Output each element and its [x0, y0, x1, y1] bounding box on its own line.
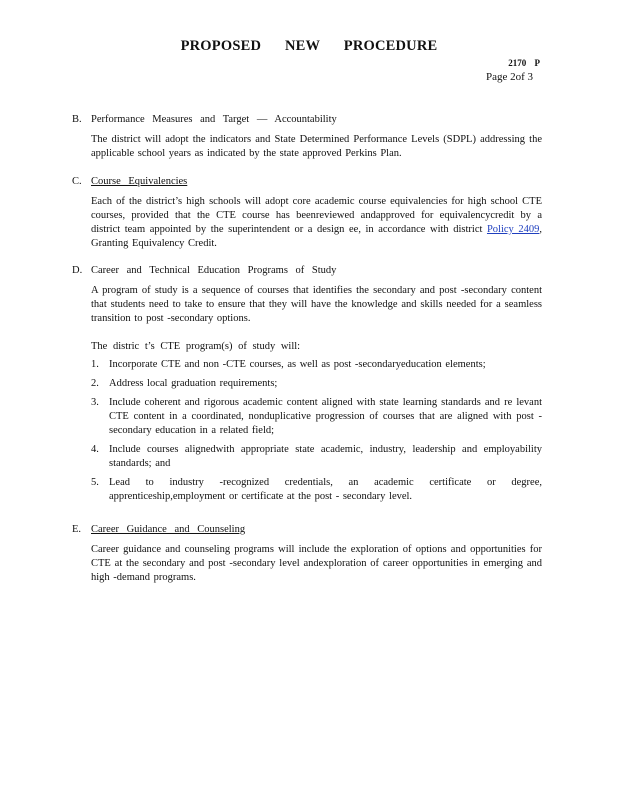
paragraph-text: , Granting Equivalency Credit. — [91, 224, 542, 249]
item-text: Address local graduation requirements; — [109, 378, 278, 389]
list-item — [91, 443, 542, 471]
section-heading: Career and Technical Education Programs of Study — [91, 265, 337, 276]
section-e — [72, 523, 542, 585]
item-number: 4. — [91, 444, 99, 455]
page-number: Page 2of 3 — [485, 71, 533, 83]
item-number: 3. — [91, 397, 99, 408]
item-text: Incorporate CTE and non -CTE courses, as well as post -secondaryeducation elements; — [109, 359, 486, 370]
list-intro: The distric t’s CTE program(s) of study will: — [91, 341, 301, 352]
section-paragraph: Career guidance and counseling programs will include the exploration of options and opportunities for CTE at the secondary and post -secondary level andexploration of career opportunities in emerging and high -demand programs. — [91, 544, 542, 583]
policy-reference: 2170 P — [508, 58, 540, 68]
item-number: 1. — [91, 359, 99, 370]
paragraph-text: Each of the district’s high schools will adopt core academic course equivalencies for high school CTE courses, provided that the CTE course has beenreviewed andapproved for equivalencycredit by a district team appointed by the superintendent or a design ee, in accordance with district — [91, 196, 542, 235]
item-number: 5. — [91, 477, 99, 488]
item-number: 2. — [91, 378, 99, 389]
section-b — [72, 113, 542, 161]
section-paragraph — [91, 195, 542, 251]
section-letter: E. — [72, 524, 82, 535]
policy-2409-link[interactable]: Policy 2409 — [486, 224, 540, 235]
section-paragraph: The district will adopt the indicators and State Determined Performance Levels (SDPL) addressing the applicable school years as indicated by the state approved Perkins Plan. — [91, 134, 542, 159]
section-letter: C. — [72, 176, 82, 187]
list-item — [91, 358, 542, 372]
section-letter: B. — [72, 114, 82, 125]
section-heading: Course Equivalencies — [91, 176, 188, 187]
section-paragraph: A program of study is a sequence of courses that identifies the secondary and post -secondary content that students need to take to ensure that they will have the knowledge and skills needed for a seamless transition to post -secondary options. — [91, 285, 542, 324]
section-heading: Career Guidance and Counseling — [91, 524, 246, 535]
list-item — [91, 396, 542, 438]
item-text: Include courses alignedwith appropriate state academic, industry, leadership and employability standards; and — [109, 444, 542, 469]
page-title: PROPOSED NEW PROCEDURE — [180, 38, 438, 54]
section-d — [72, 264, 542, 509]
section-c — [72, 175, 542, 251]
item-text: Lead to industry -recognized credentials, an academic certificate or degree, apprenticeship,employment or certificate at the post - secondary level. — [109, 477, 542, 502]
list-item — [91, 476, 542, 504]
section-letter: D. — [72, 265, 83, 276]
program-requirements-list — [91, 358, 542, 504]
section-heading: Performance Measures and Target — Accountability — [91, 114, 337, 125]
list-item — [91, 377, 542, 391]
item-text: Include coherent and rigorous academic content aligned with state learning standards and re levant CTE content in a coordinated, nonduplicative progression of courses that are aligned with post -secondary education in a related field; — [109, 397, 542, 436]
